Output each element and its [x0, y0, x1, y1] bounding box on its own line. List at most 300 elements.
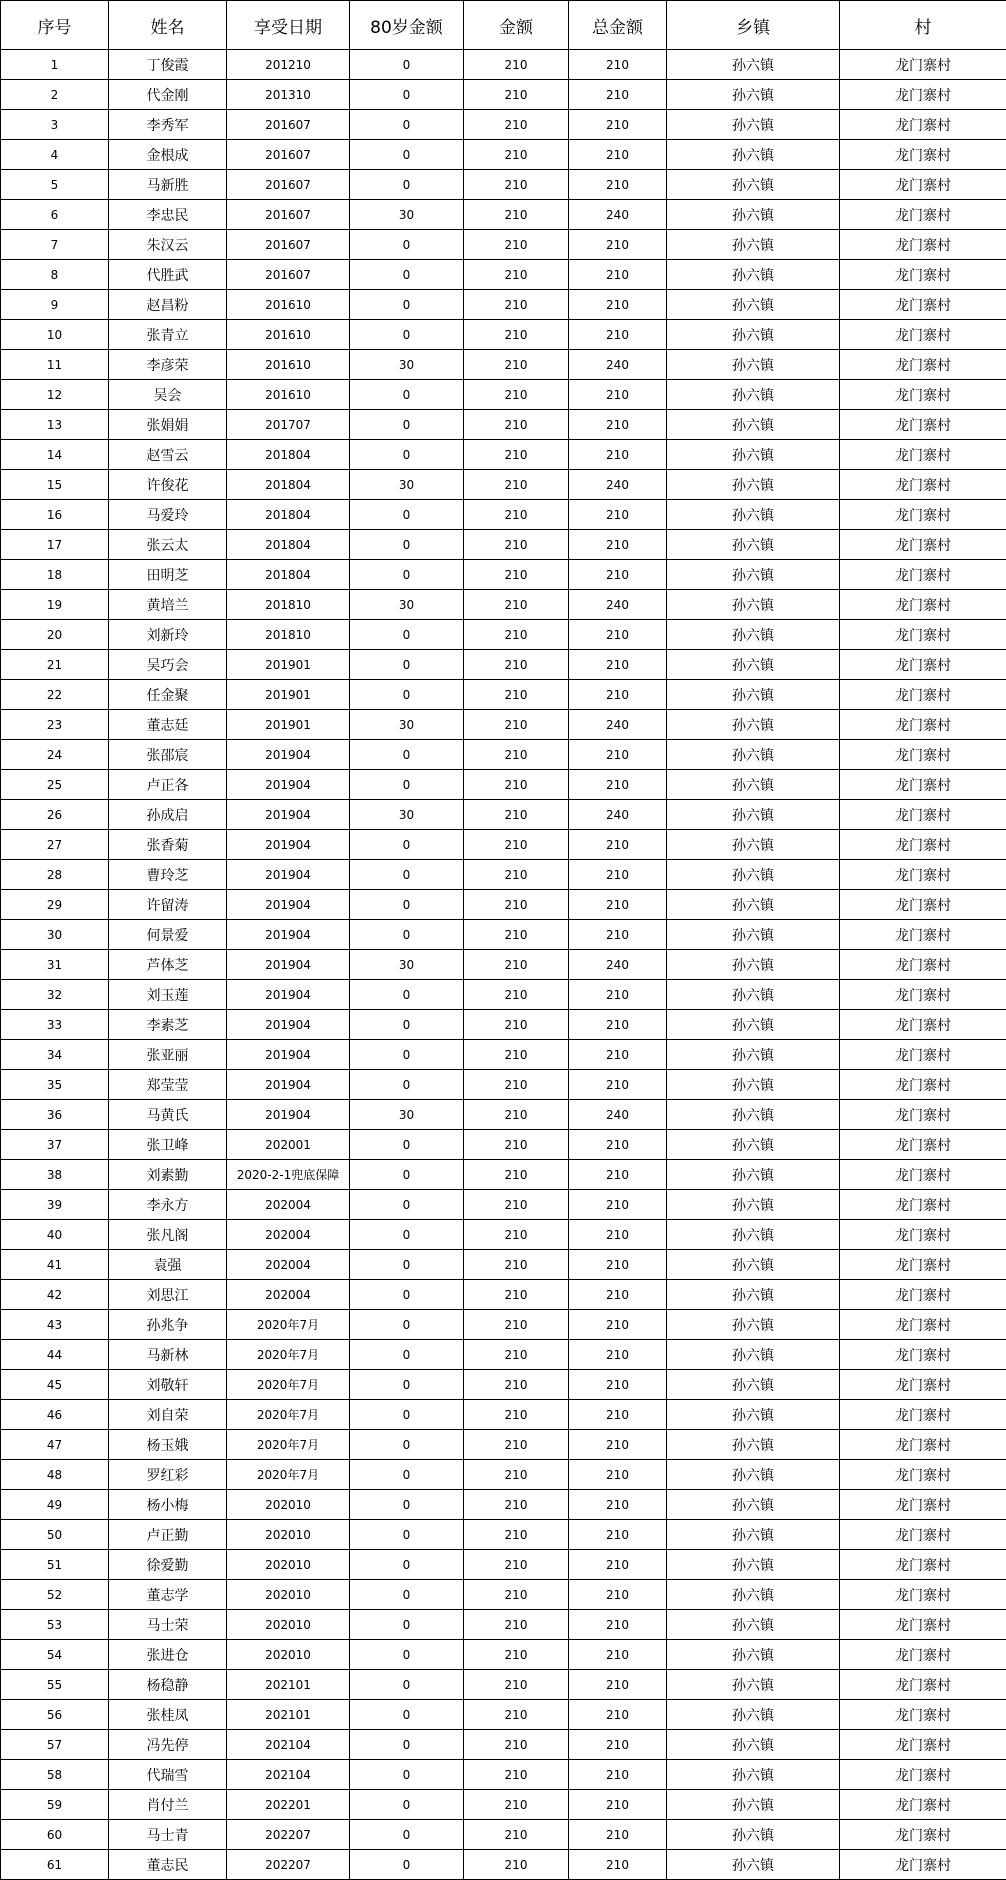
cell-age80-amount: 0 [350, 140, 464, 170]
cell-name: 杨玉娥 [109, 1430, 227, 1460]
cell-total-amount: 210 [569, 530, 667, 560]
cell-age80-amount: 30 [350, 800, 464, 830]
cell-town: 孙六镇 [667, 830, 840, 860]
cell-index: 51 [1, 1550, 109, 1580]
cell-amount: 210 [464, 50, 569, 80]
cell-total-amount: 210 [569, 140, 667, 170]
cell-amount: 210 [464, 590, 569, 620]
cell-start-date: 202004 [227, 1220, 350, 1250]
cell-village: 龙门寨村 [840, 1460, 1006, 1490]
cell-total-amount: 210 [569, 1670, 667, 1700]
cell-age80-amount: 0 [350, 530, 464, 560]
cell-index: 33 [1, 1010, 109, 1040]
cell-total-amount: 240 [569, 950, 667, 980]
cell-amount: 210 [464, 1790, 569, 1820]
cell-index: 31 [1, 950, 109, 980]
cell-index: 32 [1, 980, 109, 1010]
cell-amount: 210 [464, 200, 569, 230]
cell-index: 47 [1, 1430, 109, 1460]
cell-age80-amount: 0 [350, 1400, 464, 1430]
cell-total-amount: 210 [569, 410, 667, 440]
cell-town: 孙六镇 [667, 50, 840, 80]
cell-age80-amount: 0 [350, 830, 464, 860]
cell-village: 龙门寨村 [840, 1130, 1006, 1160]
cell-index: 38 [1, 1160, 109, 1190]
cell-amount: 210 [464, 1460, 569, 1490]
table-row [1, 500, 1006, 530]
cell-name: 刘思江 [109, 1280, 227, 1310]
cell-amount: 210 [464, 980, 569, 1010]
cell-index: 30 [1, 920, 109, 950]
cell-age80-amount: 30 [350, 350, 464, 380]
cell-age80-amount: 0 [350, 1610, 464, 1640]
cell-age80-amount: 0 [350, 860, 464, 890]
cell-age80-amount: 0 [350, 320, 464, 350]
table-row [1, 860, 1006, 890]
table-row [1, 1370, 1006, 1400]
cell-total-amount: 210 [569, 770, 667, 800]
cell-index: 39 [1, 1190, 109, 1220]
cell-town: 孙六镇 [667, 590, 840, 620]
cell-amount: 210 [464, 1070, 569, 1100]
cell-amount: 210 [464, 260, 569, 290]
cell-index: 5 [1, 170, 109, 200]
cell-village: 龙门寨村 [840, 80, 1006, 110]
cell-amount: 210 [464, 650, 569, 680]
cell-village: 龙门寨村 [840, 1430, 1006, 1460]
cell-start-date: 202010 [227, 1610, 350, 1640]
cell-age80-amount: 0 [350, 1850, 464, 1880]
cell-name: 李秀军 [109, 110, 227, 140]
cell-start-date: 202207 [227, 1820, 350, 1850]
cell-age80-amount: 0 [350, 1370, 464, 1400]
cell-village: 龙门寨村 [840, 530, 1006, 560]
cell-amount: 210 [464, 680, 569, 710]
cell-name: 袁强 [109, 1250, 227, 1280]
cell-start-date: 201904 [227, 1070, 350, 1100]
cell-index: 14 [1, 440, 109, 470]
cell-amount: 210 [464, 1700, 569, 1730]
cell-age80-amount: 0 [350, 890, 464, 920]
cell-age80-amount: 0 [350, 980, 464, 1010]
cell-amount: 210 [464, 440, 569, 470]
header-amount: 金额 [464, 1, 569, 50]
cell-amount: 210 [464, 1760, 569, 1790]
table-row [1, 1160, 1006, 1190]
cell-index: 37 [1, 1130, 109, 1160]
cell-start-date: 201607 [227, 110, 350, 140]
header-index: 序号 [1, 1, 109, 50]
cell-town: 孙六镇 [667, 770, 840, 800]
cell-town: 孙六镇 [667, 80, 840, 110]
cell-name: 李彦荣 [109, 350, 227, 380]
cell-start-date: 201707 [227, 410, 350, 440]
table-row [1, 650, 1006, 680]
cell-town: 孙六镇 [667, 980, 840, 1010]
cell-total-amount: 210 [569, 1220, 667, 1250]
cell-total-amount: 210 [569, 1460, 667, 1490]
cell-town: 孙六镇 [667, 290, 840, 320]
cell-total-amount: 240 [569, 1100, 667, 1130]
cell-amount: 210 [464, 1850, 569, 1880]
cell-village: 龙门寨村 [840, 560, 1006, 590]
cell-age80-amount: 0 [350, 1820, 464, 1850]
cell-index: 43 [1, 1310, 109, 1340]
cell-total-amount: 210 [569, 830, 667, 860]
cell-town: 孙六镇 [667, 1550, 840, 1580]
cell-index: 59 [1, 1790, 109, 1820]
cell-start-date: 201904 [227, 950, 350, 980]
cell-start-date: 201607 [227, 230, 350, 260]
cell-name: 田明芝 [109, 560, 227, 590]
cell-index: 2 [1, 80, 109, 110]
cell-age80-amount: 0 [350, 1190, 464, 1220]
table-row [1, 1220, 1006, 1250]
cell-start-date: 202010 [227, 1580, 350, 1610]
cell-name: 代金刚 [109, 80, 227, 110]
table-row [1, 1460, 1006, 1490]
cell-village: 龙门寨村 [840, 200, 1006, 230]
cell-amount: 210 [464, 860, 569, 890]
table-row [1, 1610, 1006, 1640]
cell-name: 李永方 [109, 1190, 227, 1220]
cell-total-amount: 210 [569, 1160, 667, 1190]
cell-age80-amount: 0 [350, 1790, 464, 1820]
cell-name: 徐爱勤 [109, 1550, 227, 1580]
cell-age80-amount: 0 [350, 380, 464, 410]
cell-name: 马士青 [109, 1820, 227, 1850]
cell-index: 53 [1, 1610, 109, 1640]
cell-age80-amount: 0 [350, 110, 464, 140]
cell-amount: 210 [464, 560, 569, 590]
cell-start-date: 202004 [227, 1280, 350, 1310]
cell-town: 孙六镇 [667, 890, 840, 920]
table-row [1, 380, 1006, 410]
cell-start-date: 201904 [227, 1010, 350, 1040]
cell-name: 赵雪云 [109, 440, 227, 470]
cell-amount: 210 [464, 410, 569, 440]
cell-index: 42 [1, 1280, 109, 1310]
cell-amount: 210 [464, 830, 569, 860]
cell-name: 张桂凤 [109, 1700, 227, 1730]
cell-name: 李素芝 [109, 1010, 227, 1040]
cell-town: 孙六镇 [667, 920, 840, 950]
table-row [1, 1010, 1006, 1040]
cell-total-amount: 210 [569, 80, 667, 110]
cell-amount: 210 [464, 740, 569, 770]
cell-total-amount: 210 [569, 260, 667, 290]
cell-start-date: 2020年7月 [227, 1340, 350, 1370]
cell-index: 28 [1, 860, 109, 890]
cell-age80-amount: 30 [350, 470, 464, 500]
cell-index: 18 [1, 560, 109, 590]
cell-town: 孙六镇 [667, 320, 840, 350]
cell-name: 董志民 [109, 1850, 227, 1880]
cell-village: 龙门寨村 [840, 1670, 1006, 1700]
cell-village: 龙门寨村 [840, 920, 1006, 950]
cell-town: 孙六镇 [667, 1190, 840, 1220]
table-row [1, 680, 1006, 710]
cell-start-date: 202101 [227, 1700, 350, 1730]
table-row [1, 530, 1006, 560]
cell-village: 龙门寨村 [840, 380, 1006, 410]
cell-index: 3 [1, 110, 109, 140]
cell-village: 龙门寨村 [840, 1370, 1006, 1400]
cell-start-date: 201804 [227, 530, 350, 560]
cell-index: 19 [1, 590, 109, 620]
cell-index: 41 [1, 1250, 109, 1280]
table-row [1, 1760, 1006, 1790]
cell-start-date: 202001 [227, 1130, 350, 1160]
cell-index: 25 [1, 770, 109, 800]
cell-index: 27 [1, 830, 109, 860]
cell-total-amount: 240 [569, 800, 667, 830]
cell-age80-amount: 30 [350, 710, 464, 740]
cell-name: 刘玉莲 [109, 980, 227, 1010]
cell-total-amount: 210 [569, 1310, 667, 1340]
table-row [1, 1400, 1006, 1430]
cell-amount: 210 [464, 1100, 569, 1130]
cell-town: 孙六镇 [667, 440, 840, 470]
cell-town: 孙六镇 [667, 1850, 840, 1880]
cell-name: 张青立 [109, 320, 227, 350]
cell-town: 孙六镇 [667, 230, 840, 260]
cell-start-date: 2020年7月 [227, 1400, 350, 1430]
table-row [1, 950, 1006, 980]
cell-name: 芦体芝 [109, 950, 227, 980]
cell-town: 孙六镇 [667, 140, 840, 170]
header-age80-amount: 80岁金额 [350, 1, 464, 50]
cell-age80-amount: 30 [350, 200, 464, 230]
table-row [1, 890, 1006, 920]
cell-total-amount: 240 [569, 350, 667, 380]
table-row [1, 440, 1006, 470]
table-row [1, 1280, 1006, 1310]
table-row [1, 590, 1006, 620]
cell-age80-amount: 0 [350, 1700, 464, 1730]
cell-village: 龙门寨村 [840, 1550, 1006, 1580]
cell-age80-amount: 0 [350, 440, 464, 470]
table-row [1, 1490, 1006, 1520]
cell-index: 56 [1, 1700, 109, 1730]
cell-index: 48 [1, 1460, 109, 1490]
cell-start-date: 201904 [227, 830, 350, 860]
cell-total-amount: 210 [569, 1430, 667, 1460]
cell-index: 40 [1, 1220, 109, 1250]
cell-amount: 210 [464, 290, 569, 320]
cell-town: 孙六镇 [667, 1430, 840, 1460]
cell-total-amount: 210 [569, 320, 667, 350]
cell-town: 孙六镇 [667, 1730, 840, 1760]
cell-amount: 210 [464, 1250, 569, 1280]
cell-name: 刘新玲 [109, 620, 227, 650]
cell-total-amount: 210 [569, 380, 667, 410]
cell-name: 许俊花 [109, 470, 227, 500]
cell-age80-amount: 0 [350, 1670, 464, 1700]
cell-age80-amount: 0 [350, 80, 464, 110]
cell-age80-amount: 0 [350, 1430, 464, 1460]
cell-amount: 210 [464, 1310, 569, 1340]
cell-village: 龙门寨村 [840, 680, 1006, 710]
table-row [1, 170, 1006, 200]
cell-age80-amount: 0 [350, 680, 464, 710]
cell-amount: 210 [464, 1400, 569, 1430]
cell-total-amount: 210 [569, 620, 667, 650]
cell-village: 龙门寨村 [840, 260, 1006, 290]
cell-start-date: 201607 [227, 200, 350, 230]
cell-amount: 210 [464, 470, 569, 500]
cell-town: 孙六镇 [667, 350, 840, 380]
cell-total-amount: 210 [569, 1130, 667, 1160]
cell-amount: 210 [464, 1610, 569, 1640]
cell-town: 孙六镇 [667, 1160, 840, 1190]
cell-start-date: 201804 [227, 560, 350, 590]
cell-name: 杨小梅 [109, 1490, 227, 1520]
table-row [1, 770, 1006, 800]
cell-start-date: 202201 [227, 1790, 350, 1820]
cell-name: 赵昌粉 [109, 290, 227, 320]
cell-town: 孙六镇 [667, 1610, 840, 1640]
table-row [1, 1670, 1006, 1700]
cell-town: 孙六镇 [667, 950, 840, 980]
header-row [1, 1, 1006, 50]
table-row [1, 1580, 1006, 1610]
cell-village: 龙门寨村 [840, 350, 1006, 380]
table-row [1, 560, 1006, 590]
table-row [1, 1070, 1006, 1100]
cell-village: 龙门寨村 [840, 290, 1006, 320]
cell-index: 61 [1, 1850, 109, 1880]
cell-village: 龙门寨村 [840, 710, 1006, 740]
cell-start-date: 202101 [227, 1670, 350, 1700]
cell-total-amount: 210 [569, 110, 667, 140]
cell-total-amount: 210 [569, 1010, 667, 1040]
cell-start-date: 201904 [227, 770, 350, 800]
cell-village: 龙门寨村 [840, 770, 1006, 800]
cell-total-amount: 210 [569, 980, 667, 1010]
cell-town: 孙六镇 [667, 1400, 840, 1430]
cell-index: 50 [1, 1520, 109, 1550]
cell-name: 马黄氏 [109, 1100, 227, 1130]
cell-town: 孙六镇 [667, 800, 840, 830]
cell-total-amount: 210 [569, 1250, 667, 1280]
cell-age80-amount: 0 [350, 1460, 464, 1490]
table-body [1, 50, 1006, 1880]
cell-amount: 210 [464, 1550, 569, 1580]
cell-village: 龙门寨村 [840, 740, 1006, 770]
cell-index: 26 [1, 800, 109, 830]
cell-index: 36 [1, 1100, 109, 1130]
cell-village: 龙门寨村 [840, 50, 1006, 80]
cell-total-amount: 210 [569, 1280, 667, 1310]
cell-index: 46 [1, 1400, 109, 1430]
cell-amount: 210 [464, 530, 569, 560]
cell-town: 孙六镇 [667, 620, 840, 650]
cell-village: 龙门寨村 [840, 470, 1006, 500]
cell-name: 马新胜 [109, 170, 227, 200]
cell-age80-amount: 0 [350, 560, 464, 590]
cell-total-amount: 210 [569, 230, 667, 260]
cell-name: 罗红彩 [109, 1460, 227, 1490]
cell-village: 龙门寨村 [840, 590, 1006, 620]
cell-start-date: 201210 [227, 50, 350, 80]
cell-village: 龙门寨村 [840, 1220, 1006, 1250]
cell-name: 许留涛 [109, 890, 227, 920]
cell-total-amount: 210 [569, 1520, 667, 1550]
cell-name: 董志学 [109, 1580, 227, 1610]
cell-village: 龙门寨村 [840, 440, 1006, 470]
cell-town: 孙六镇 [667, 560, 840, 590]
cell-town: 孙六镇 [667, 1250, 840, 1280]
cell-amount: 210 [464, 1340, 569, 1370]
cell-index: 24 [1, 740, 109, 770]
cell-village: 龙门寨村 [840, 1490, 1006, 1520]
cell-age80-amount: 0 [350, 1580, 464, 1610]
cell-town: 孙六镇 [667, 680, 840, 710]
cell-total-amount: 210 [569, 50, 667, 80]
cell-village: 龙门寨村 [840, 1610, 1006, 1640]
cell-index: 13 [1, 410, 109, 440]
table-row [1, 920, 1006, 950]
cell-index: 54 [1, 1640, 109, 1670]
cell-index: 55 [1, 1670, 109, 1700]
cell-name: 张邵宸 [109, 740, 227, 770]
cell-village: 龙门寨村 [840, 650, 1006, 680]
cell-start-date: 201607 [227, 170, 350, 200]
cell-village: 龙门寨村 [840, 1850, 1006, 1880]
table-row [1, 1190, 1006, 1220]
table-row [1, 740, 1006, 770]
cell-index: 7 [1, 230, 109, 260]
cell-index: 4 [1, 140, 109, 170]
cell-total-amount: 210 [569, 1850, 667, 1880]
cell-village: 龙门寨村 [840, 410, 1006, 440]
cell-total-amount: 240 [569, 470, 667, 500]
cell-index: 8 [1, 260, 109, 290]
cell-age80-amount: 0 [350, 1280, 464, 1310]
cell-village: 龙门寨村 [840, 1070, 1006, 1100]
cell-age80-amount: 30 [350, 1100, 464, 1130]
cell-start-date: 202010 [227, 1550, 350, 1580]
table-row [1, 1040, 1006, 1070]
cell-village: 龙门寨村 [840, 800, 1006, 830]
cell-start-date: 202010 [227, 1490, 350, 1520]
cell-start-date: 2020年7月 [227, 1430, 350, 1460]
cell-total-amount: 210 [569, 1580, 667, 1610]
cell-total-amount: 210 [569, 1400, 667, 1430]
cell-name: 何景爱 [109, 920, 227, 950]
cell-name: 代瑞雪 [109, 1760, 227, 1790]
cell-index: 12 [1, 380, 109, 410]
cell-village: 龙门寨村 [840, 1790, 1006, 1820]
cell-town: 孙六镇 [667, 1100, 840, 1130]
header-town: 乡镇 [667, 1, 840, 50]
cell-village: 龙门寨村 [840, 830, 1006, 860]
cell-start-date: 201904 [227, 800, 350, 830]
cell-village: 龙门寨村 [840, 1190, 1006, 1220]
cell-index: 20 [1, 620, 109, 650]
cell-start-date: 201904 [227, 1040, 350, 1070]
cell-age80-amount: 0 [350, 410, 464, 440]
cell-town: 孙六镇 [667, 170, 840, 200]
cell-index: 45 [1, 1370, 109, 1400]
cell-start-date: 202207 [227, 1850, 350, 1880]
cell-name: 丁俊霞 [109, 50, 227, 80]
cell-town: 孙六镇 [667, 1790, 840, 1820]
cell-name: 肖付兰 [109, 1790, 227, 1820]
cell-age80-amount: 0 [350, 620, 464, 650]
cell-index: 15 [1, 470, 109, 500]
